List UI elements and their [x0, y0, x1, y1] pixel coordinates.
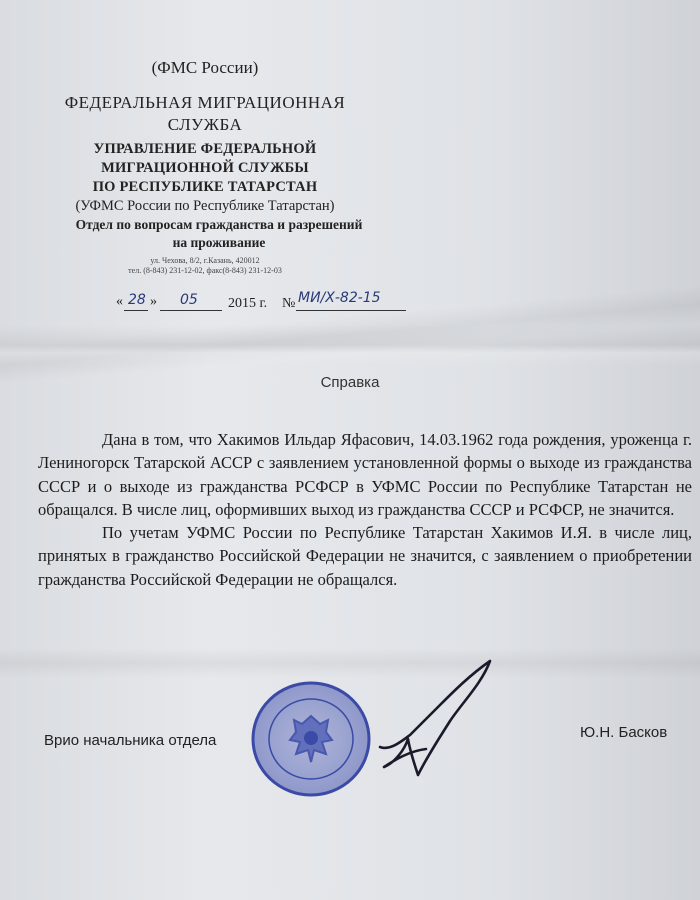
document-number: МИ/Х-82-15 — [298, 290, 381, 306]
letterhead-address: ул. Чехова, 8/2, г.Казань, 420012 — [150, 256, 260, 265]
signatory-role: Врио начальника отдела — [44, 732, 217, 749]
letterhead-country: (ФМС России) — [151, 58, 259, 77]
date-open-quote: « — [116, 294, 123, 309]
date-month: 05 — [180, 292, 198, 308]
paper-fold — [0, 648, 700, 678]
signatory-name: Ю.Н. Басков — [580, 724, 668, 741]
date-year: 2015 г. — [228, 296, 268, 311]
body-paragraph-1: Дана в том, что Хакимов Ильдар Яфасович, 14.03.1962 года рождения, уроженца г. Лениногорск Татарской АССР с заявлением установленной формы о выходе из гражданства СССР и о выходе из гражданства РСФСР в УФМС России по Республике Татарстан не обращался. В числе лиц, оформивших выход из гражданства СССР и РСФСР, не значится. — [38, 430, 692, 519]
body-paragraph-2: По учетам УФМС России по Республике Татарстан Хакимов И.Я. в числе лиц, принятых в гражданство Российской Федерации не значится, с заявлением о приобретении гражданства Российской Федерации не обращался. — [38, 523, 692, 589]
date-day: 28 — [128, 292, 146, 308]
official-stamp — [250, 680, 372, 798]
letterhead-fms-line2: СЛУЖБА — [167, 115, 243, 134]
paper-fold — [0, 325, 700, 365]
letterhead-ufms-line1: УПРАВЛЕНИЕ ФЕДЕРАЛЬНОЙ — [93, 141, 317, 157]
number-sign: № — [282, 296, 296, 311]
date-day-underline — [124, 310, 148, 311]
date-close-quote: » — [150, 294, 157, 309]
document-title: Справка — [320, 374, 380, 391]
letterhead — [40, 58, 370, 276]
letterhead-ufms-line3: ПО РЕСПУБЛИКЕ ТАТАРСТАН — [92, 179, 318, 195]
date-number-line — [112, 288, 442, 316]
letterhead-ufms-line2: МИГРАЦИОННОЙ СЛУЖБЫ — [101, 160, 309, 176]
document-body — [38, 428, 692, 591]
date-month-underline — [160, 310, 222, 311]
handwritten-signature — [370, 655, 510, 795]
letterhead-phones: тел. (8-843) 231-12-02, факс(8-843) 231-12-03 — [128, 266, 282, 275]
letterhead-department-line2: на проживание — [172, 235, 266, 250]
letterhead-department: Отдел по вопросам гражданства и разрешений — [75, 217, 363, 232]
letterhead-ufms-abbr: (УФМС России по Республике Татарстан) — [75, 198, 335, 214]
letterhead-fms-line1: ФЕДЕРАЛЬНАЯ МИГРАЦИОННАЯ — [64, 93, 346, 112]
number-underline — [296, 310, 406, 311]
